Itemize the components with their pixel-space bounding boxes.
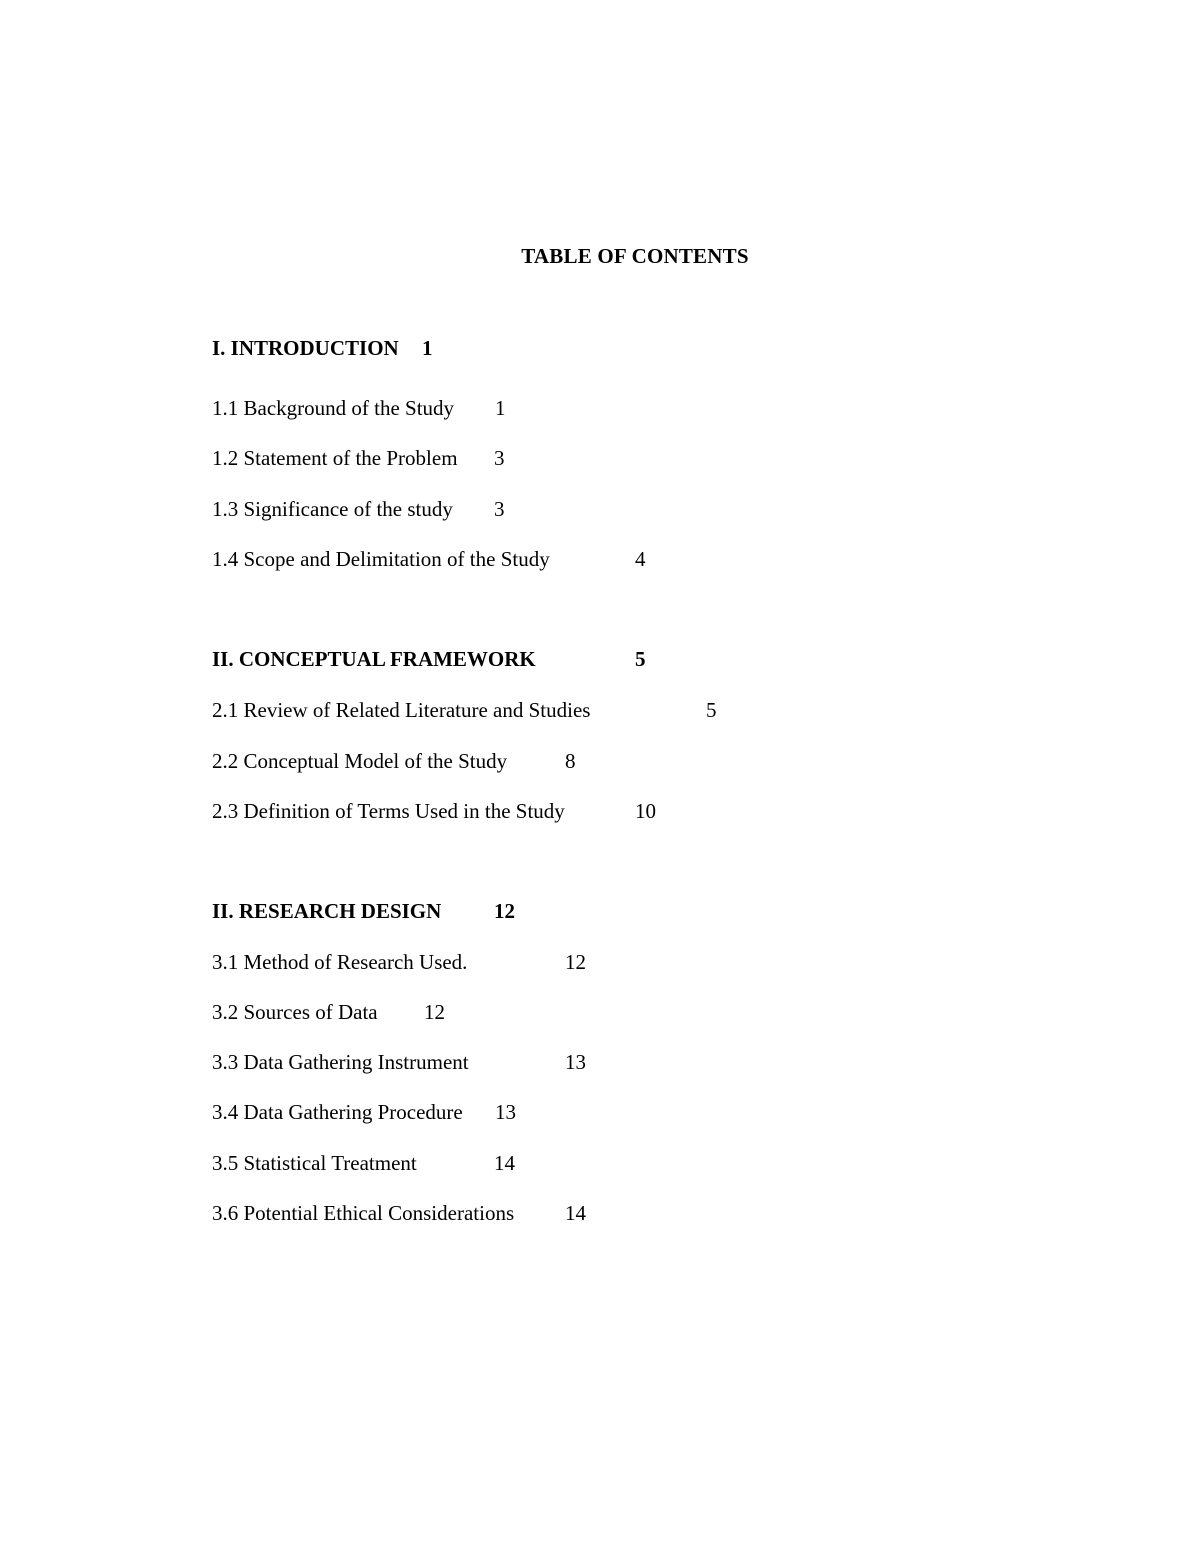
toc-entry-page: 13 — [495, 1100, 516, 1124]
toc-entry-page: 3 — [494, 446, 505, 470]
toc-entry-label: 1.2 Statement of the Problem — [212, 446, 458, 470]
toc-entry-page: 13 — [565, 1050, 586, 1074]
toc-heading-label: II. CONCEPTUAL FRAMEWORK — [212, 647, 536, 671]
toc-entry-page: 1 — [495, 396, 506, 420]
toc-entry-label: 3.5 Statistical Treatment — [212, 1151, 417, 1175]
toc-entry-label: 2.3 Definition of Terms Used in the Study — [212, 799, 565, 823]
toc-entry — [212, 1200, 586, 1226]
toc-entry-page: 5 — [706, 698, 717, 722]
toc-entry — [212, 999, 445, 1025]
toc-entry-label: 3.6 Potential Ethical Considerations — [212, 1201, 515, 1225]
toc-entry-label: 1.3 Significance of the study — [212, 497, 453, 521]
toc-entry-label: 1.1 Background of the Study — [212, 396, 455, 420]
toc-heading-conceptual-framework — [212, 646, 646, 672]
toc-entry-page: 14 — [494, 1151, 515, 1175]
toc-heading-page: 1 — [422, 336, 433, 360]
toc-entry — [212, 1049, 586, 1075]
toc-entry — [212, 546, 646, 572]
toc-entry-label: 3.2 Sources of Data — [212, 1000, 378, 1024]
toc-entry — [212, 1150, 515, 1176]
toc-entry-page: 10 — [635, 799, 656, 823]
toc-entry — [212, 445, 505, 471]
toc-entry — [212, 697, 717, 723]
toc-entry — [212, 748, 576, 774]
toc-entry-label: 2.2 Conceptual Model of the Study — [212, 749, 508, 773]
toc-entry-label: 3.3 Data Gathering Instrument — [212, 1050, 469, 1074]
toc-entry — [212, 395, 506, 421]
toc-entry-page: 12 — [565, 950, 586, 974]
toc-entry — [212, 949, 586, 975]
toc-heading-label: II. RESEARCH DESIGN — [212, 899, 442, 923]
toc-entry-label: 1.4 Scope and Delimitation of the Study — [212, 547, 550, 571]
toc-entry-page: 4 — [635, 547, 646, 571]
toc-heading-page: 5 — [635, 647, 646, 671]
toc-heading-label: I. INTRODUCTION — [212, 336, 399, 360]
toc-entry-page: 3 — [494, 497, 505, 521]
page-title: TABLE OF CONTENTS — [521, 244, 749, 268]
toc-entry-page: 14 — [565, 1201, 586, 1225]
toc-heading-page: 12 — [494, 899, 515, 923]
toc-entry — [212, 496, 505, 522]
toc-entry-page: 12 — [424, 1000, 445, 1024]
toc-entry — [212, 1099, 516, 1125]
toc-heading-research-design — [212, 898, 515, 924]
toc-entry — [212, 798, 656, 824]
toc-entry-page: 8 — [565, 749, 576, 773]
toc-entry-label: 2.1 Review of Related Literature and Studies — [212, 698, 591, 722]
toc-entry-label: 3.1 Method of Research Used. — [212, 950, 468, 974]
toc-heading-introduction — [212, 335, 433, 361]
toc-entry-label: 3.4 Data Gathering Procedure — [212, 1100, 463, 1124]
